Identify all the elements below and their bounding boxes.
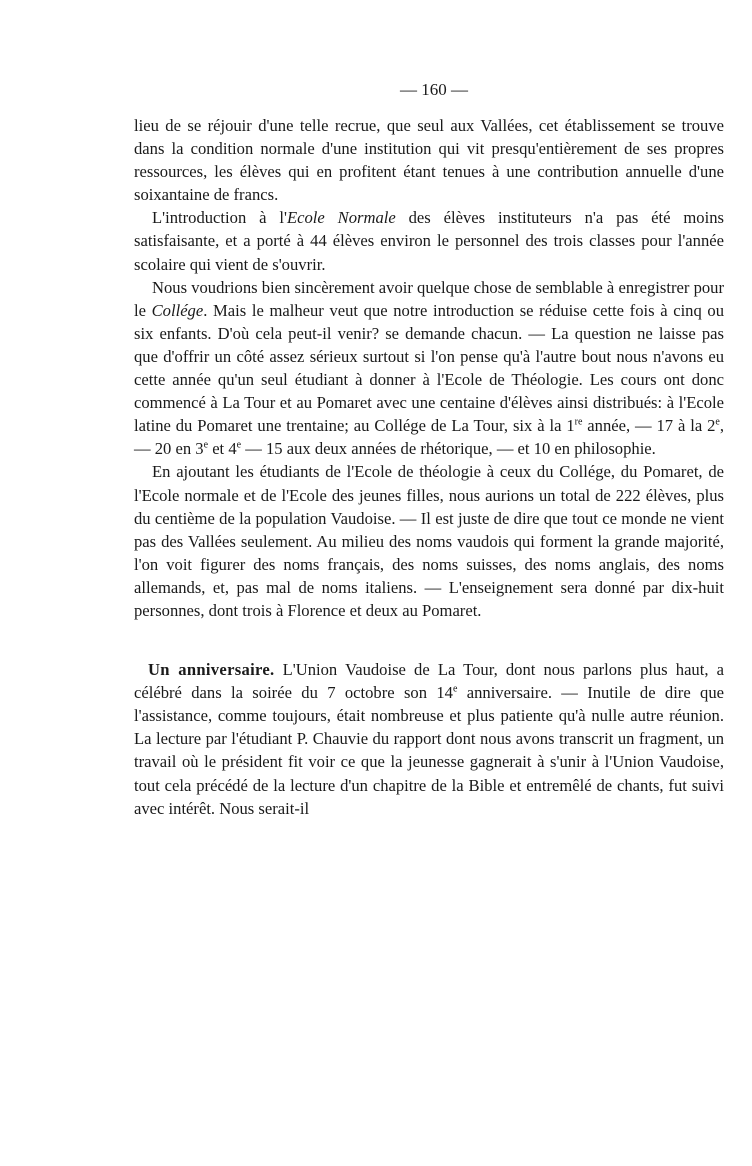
paragraph-student-total: En ajoutant les étudiants de l'Ecole de théologie à ceux du Collége, du Pomaret, de l'Ecole normale et de l'Ecole des jeunes filles, nous aurions un total de 222 élèves, plus du centième de la population Vaudoise. — Il est juste de dire que tout ce monde ne vient pas des Vallées seulement. Au milieu des noms vaudois qui forment la grande majorité, l'on voit figurer des noms français, des noms suisses, des noms anglais, des noms allemands, et, pas mal de noms italiens. — L'enseignement sera donné par dix-huit personnes, dont trois à Florence et deux au Pomaret. bbox=[134, 462, 724, 620]
paragraph-text: Nous voudrions bien sincèrement avoir quelque chose de semblable à enregistrer pour le bbox=[134, 277, 724, 320]
paragraph-college-intro: lieu de se réjouir d'une telle recrue, que seul aux Vallées, cet établissement se trouve dans la condition normale d'une institution qui vit presqu'entièrement de ses propres ressources, les élèves qui en profitent étant tenues à une contribution annuelle d'une soixantaine de francs. bbox=[134, 116, 724, 205]
ordinal-superscript: e bbox=[203, 439, 209, 451]
ordinal-superscript: e bbox=[715, 416, 720, 428]
ordinal-superscript: e bbox=[452, 683, 458, 695]
paragraph-text: et 4 bbox=[208, 439, 237, 459]
ordinal-superscript: e bbox=[236, 439, 242, 451]
paragraph-text: . Mais le malheur veut que notre introduction se réduise cette fois à cinq ou six enfants. D'où cela peut-il venir? se demande chacun. — La question ne laisse pas que d'offrir un côté assez sérieux surtout si l'on pense qu'à l'autre bout nous n'avons eu cette année qu'un seul étudiant à donner à l'Ecole de Théologie. Les cours ont donc commencé à La Tour et au Pomaret avec une centaine d'élèves ainsi distribués: à l'Ecole latine du Pomaret une trentaine; au Collége de La Tour, six à la 1 bbox=[134, 300, 724, 436]
runin-heading-anniversary: Un anniversaire. bbox=[148, 660, 275, 680]
italic-term-college: Collége bbox=[151, 300, 204, 320]
document-page bbox=[134, 80, 724, 820]
paragraph-text: année, — 17 à la 2 bbox=[582, 416, 716, 436]
paragraph-text: — 15 aux deux années de rhétorique, — et 10 en philosophie. bbox=[241, 439, 656, 459]
ordinal-superscript: re bbox=[574, 416, 583, 428]
paragraph-college-enrollment bbox=[134, 276, 724, 461]
italic-term-ecole-normale: Ecole Normale bbox=[286, 208, 396, 228]
paragraph-text: des élèves instituteurs n'a pas été moins satisfaisante, et a porté à 44 élèves environ le personnel des trois classes pour l'année scolaire qui vient de s'ouvrir. bbox=[134, 208, 724, 274]
paragraph-text: L'Union Vaudoise de La Tour, dont nous parlons plus haut, a célébré dans la soirée du 7 octobre son 14 bbox=[134, 660, 724, 703]
paragraph-anniversary bbox=[134, 658, 724, 820]
paragraph-text: , — 20 en 3 bbox=[134, 416, 724, 459]
paragraph-ecole-normale bbox=[134, 206, 724, 275]
page-number: — 160 — bbox=[400, 80, 468, 99]
paragraph-text: L'introduction à l' bbox=[152, 208, 287, 228]
paragraph-text: anniversaire. — Inutile de dire que l'assistance, comme toujours, était nombreuse et plus patiente qu'à nulle autre réunion. La lecture par l'étudiant P. Chauvie du rapport dont nous avons transcrit un fragment, un travail où le président fit voir ce que la jeunesse gagnerait à s'unir à l'Union Vaudoise, tout cela précédé de la lecture d'un chapitre de la Bible et entremêlé de chants, fut suivi avec intérêt. Nous serait-il bbox=[134, 683, 724, 818]
